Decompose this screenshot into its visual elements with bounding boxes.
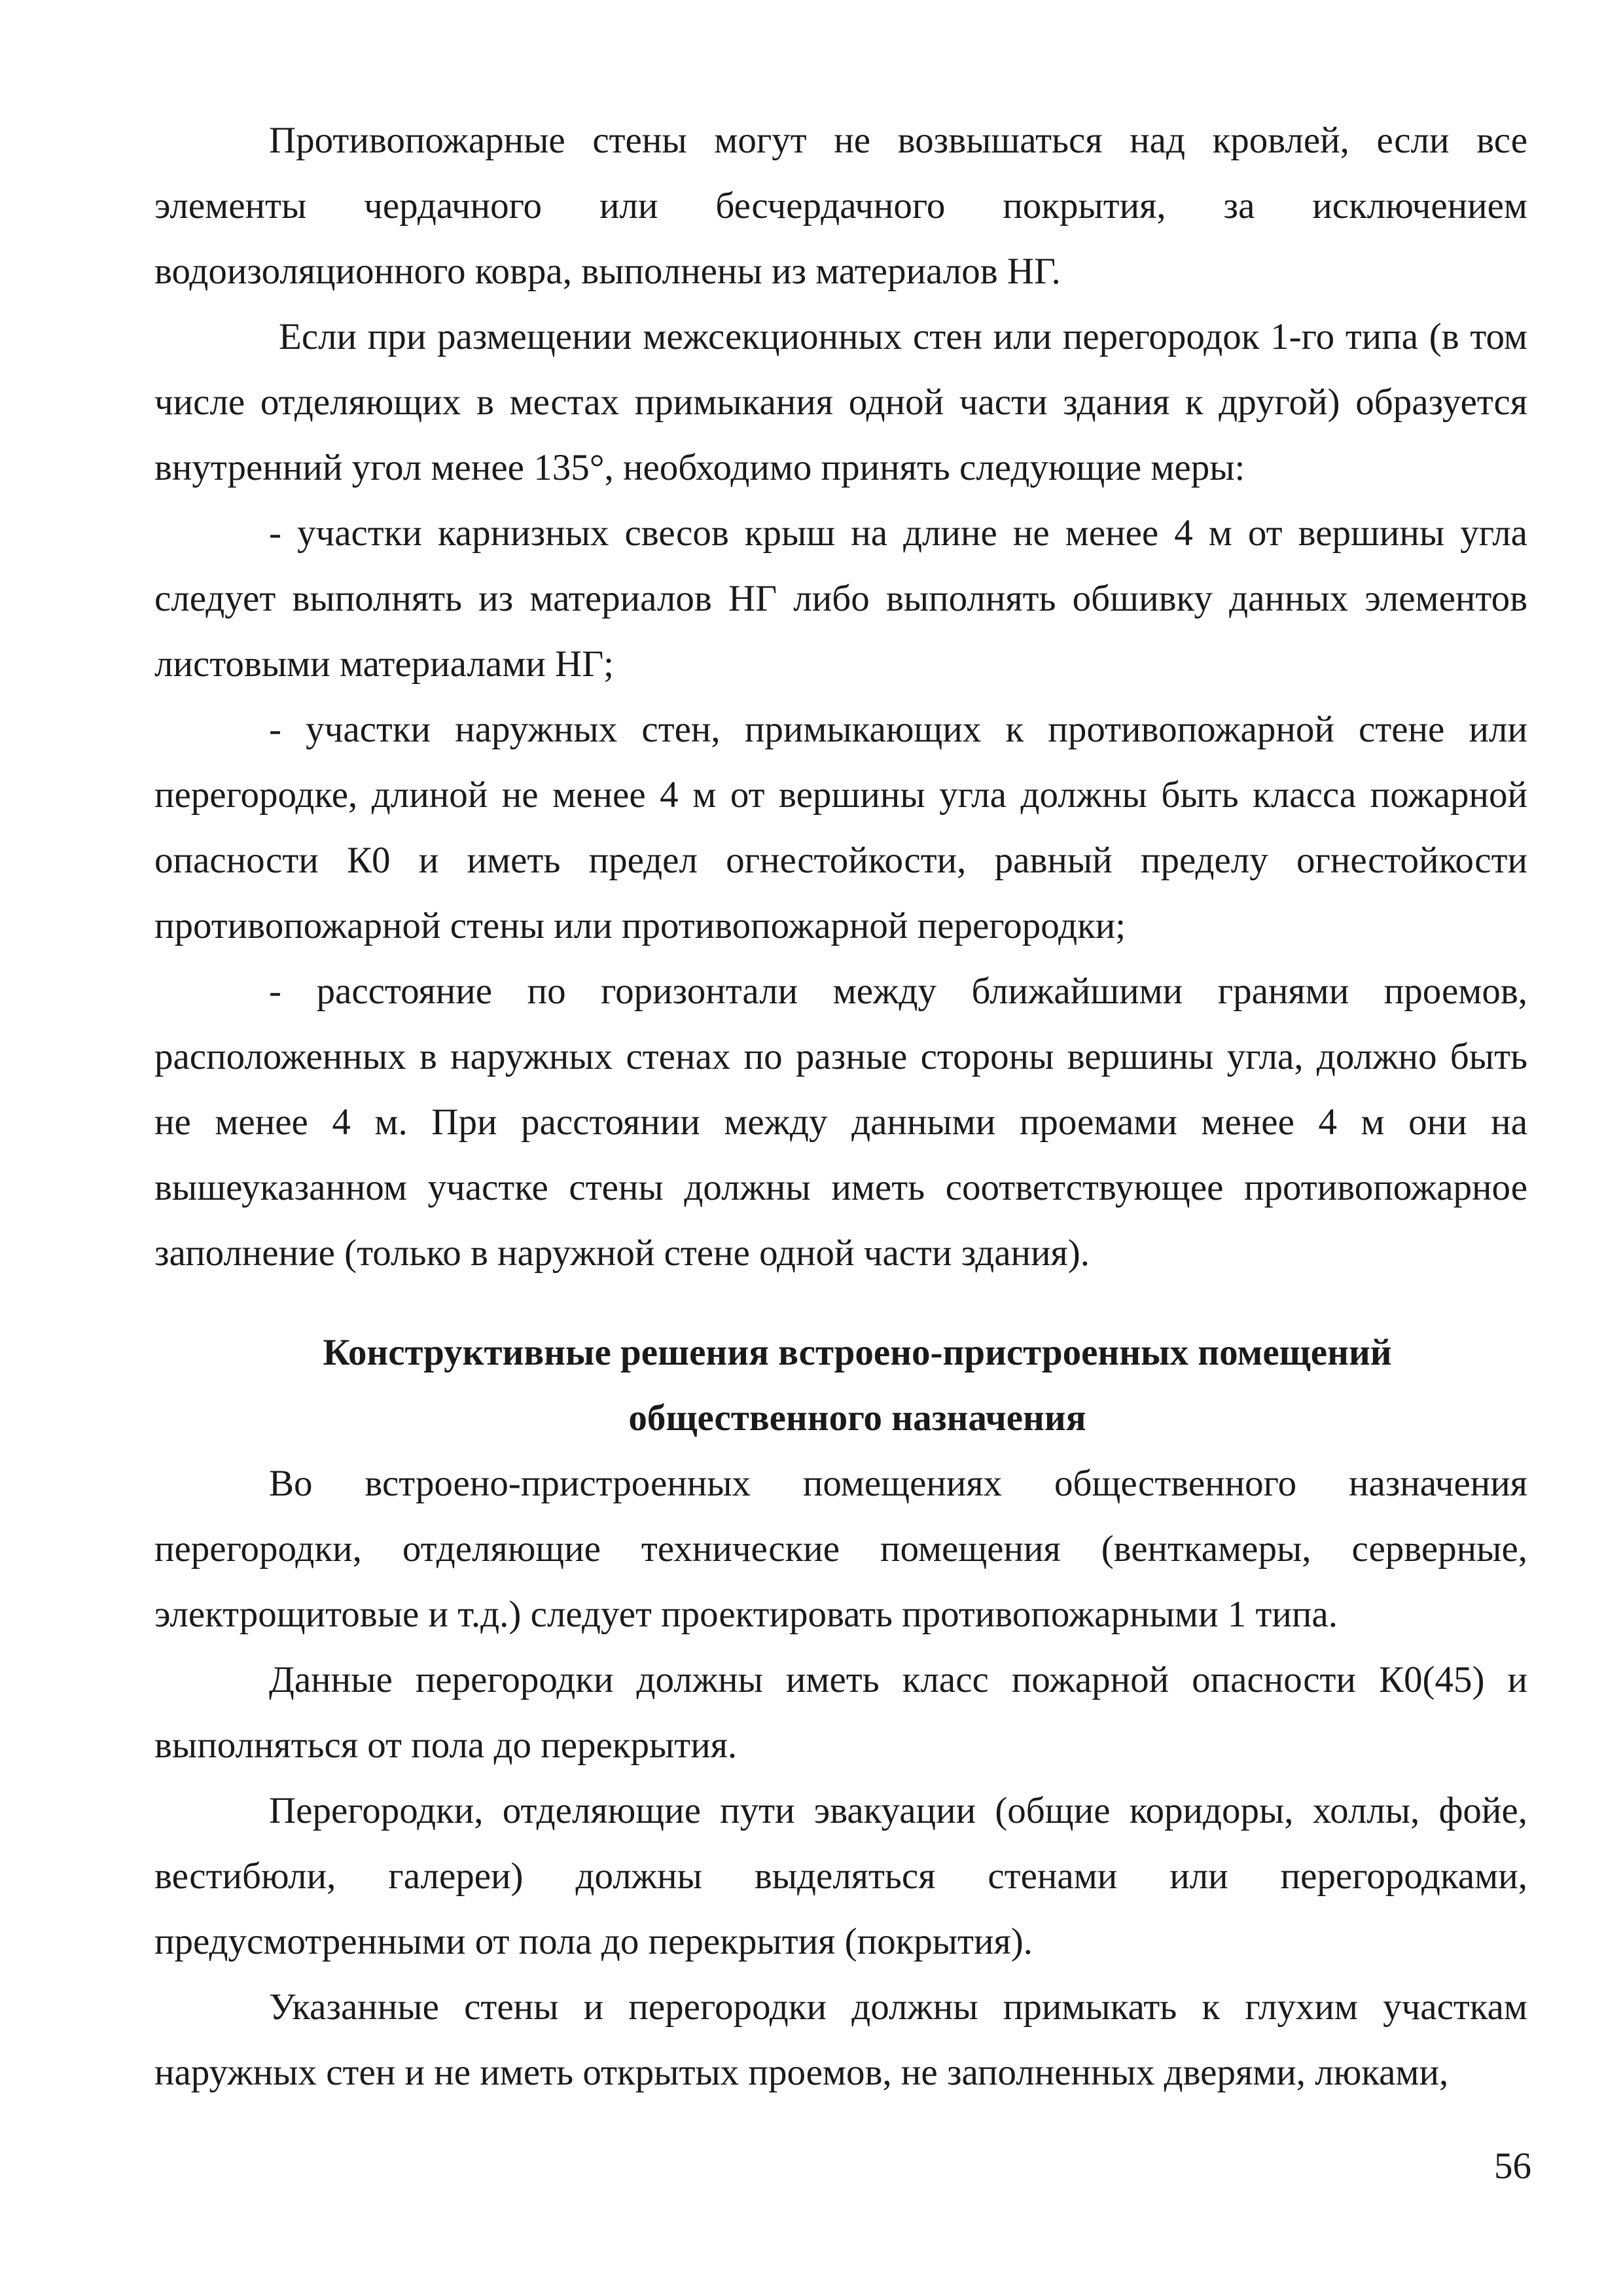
list-item-outer-walls: - участки наружных стен, примыкающих к противопожарной стене или перегородке, длиной не менее 4 м от вершины угла должны быть класса пожарной опасности К0 и иметь предел огнестойкости, равный пределу огнестойкости противопожарной стены или противопожарной перегородки; [154, 709, 1527, 946]
list-item-openings-distance: - расстояние по горизонтали между ближайшими гранями проемов, расположенных в наружных стенах по разные стороны вершины угла, должно быть не менее 4 м. При расстоянии между данными проемами менее 4 м они на вышеуказанном участке стены должны иметь соответствующее противопожарное заполнение (только в наружной стене одной части здания). [154, 971, 1527, 1274]
paragraph-firewall-roof: Противопожарные стены могут не возвышаться над кровлей, если все элементы чердачного или бесчердачного покрытия, за исключением водоизоляционного ковра, выполнены из материалов НГ. [154, 120, 1527, 292]
list-item-eaves: - участки карнизных свесов крыш на длине не менее 4 м от вершины угла следует выполнять из материалов НГ либо выполнять обшивку данных элементов листовыми материалами НГ; [154, 512, 1527, 685]
paragraph-evacuation-routes: Перегородки, отделяющие пути эвакуации (общие коридоры, холлы, фойе, вестибюли, галереи) должны выделяться стенами или перегородками, предусмотренными от пола до перекрытия (покрытия). [154, 1790, 1527, 1962]
text-body [154, 108, 1527, 2106]
page-number: 56 [1494, 2145, 1531, 2187]
paragraph-technical-rooms: Во встроено-пристроенных помещениях общественного назначения перегородки, отделяющие технические помещения (венткамеры, серверные, электрощитовые и т.д.) следует проектировать противопожарными 1 типа. [154, 1463, 1527, 1635]
paragraph-blind-walls: Указанные стены и перегородки должны примыкать к глухим участкам наружных стен и не иметь открытых проемов, не заполненных дверями, люками, [154, 1986, 1527, 2093]
paragraph-partition-class: Данные перегородки должны иметь класс пожарной опасности К0(45) и выполняться от пола до перекрытия. [154, 1659, 1527, 1766]
paragraph-inner-angle: Если при размещении межсекционных стен или перегородок 1-го типа (в том числе отделяющих в местах примыкания одной части здания к другой) образуется внутренний угол менее 135°, необходимо принять следующие меры: [154, 316, 1527, 488]
section-heading: Конструктивные решения встроено-пристроенных помещений общественного назначения [323, 1332, 1392, 1439]
